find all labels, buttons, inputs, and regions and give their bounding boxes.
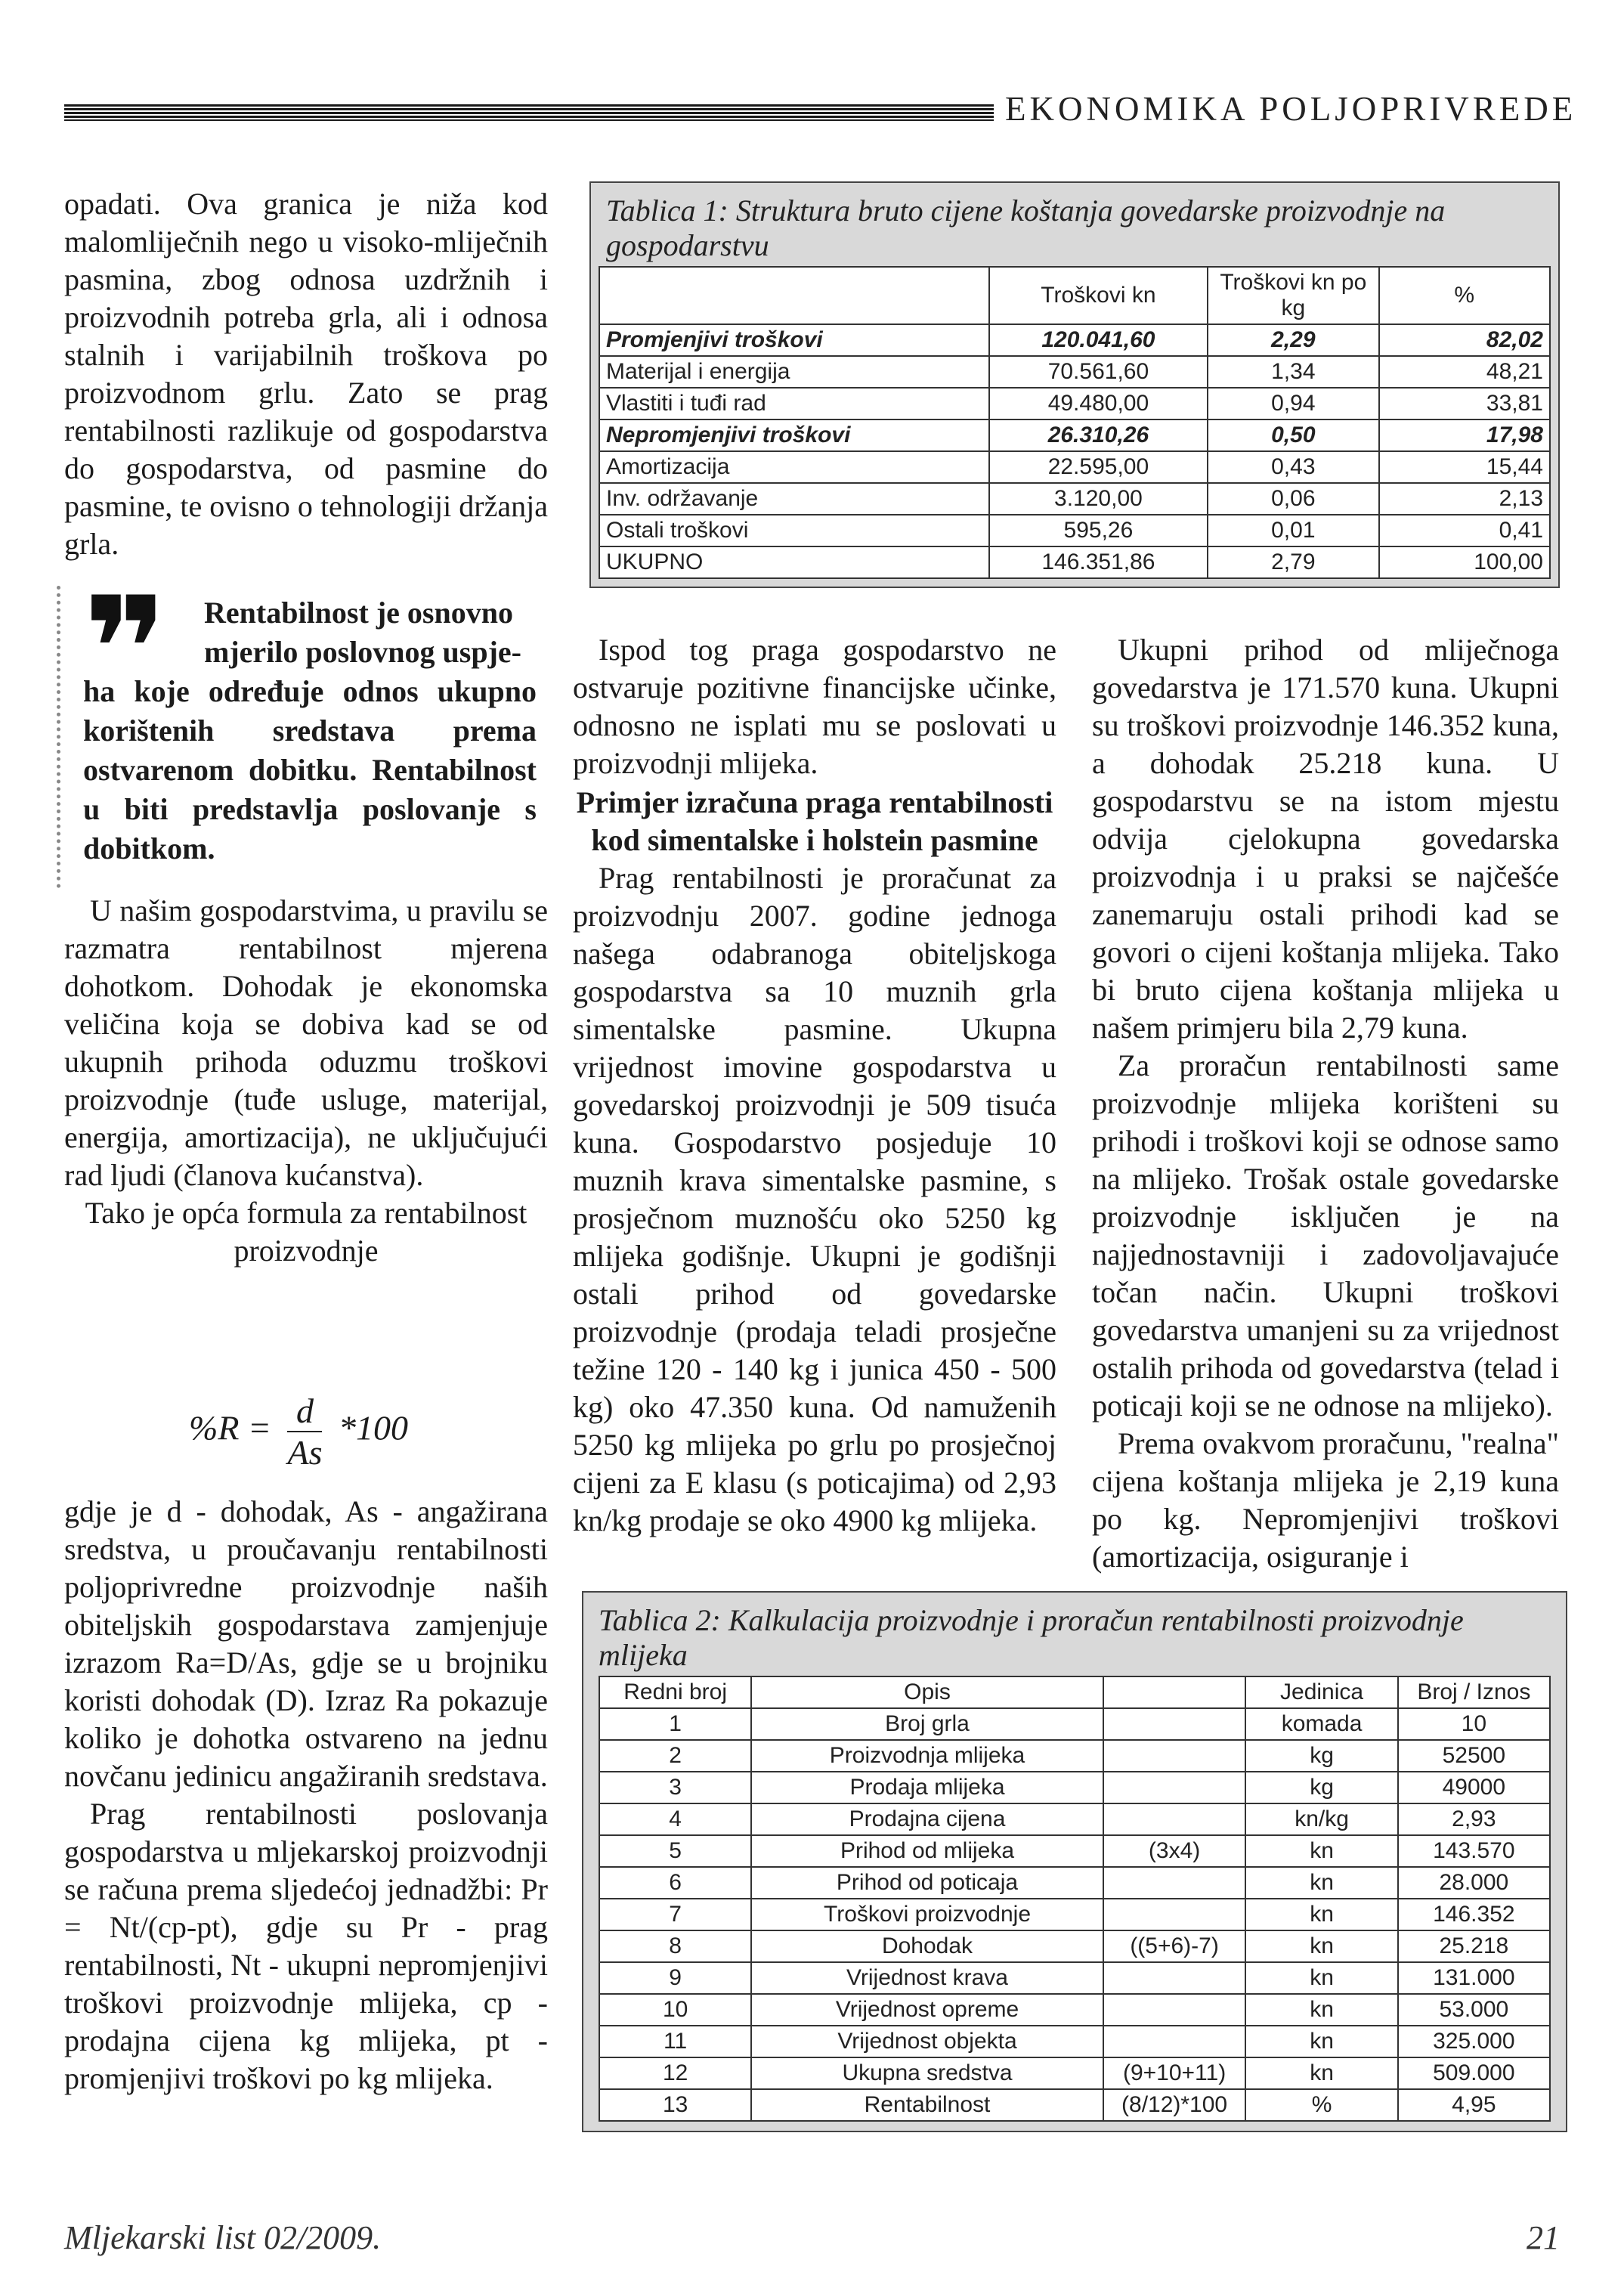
table2-box	[582, 1591, 1567, 2132]
table-row: 9 Vrijednost krava kn 131.000	[599, 1962, 1550, 1994]
table-row: Ostali troškovi 595,26 0,01 0,41	[599, 515, 1550, 546]
col2-body	[573, 631, 1056, 1540]
quote-mark-icon: ❞	[83, 566, 168, 733]
journal-name: Mljekarski list 02/2009.	[64, 2219, 382, 2256]
table-row: 2 Proizvodnja mlijeka kg 52500	[599, 1740, 1550, 1772]
table-row: 5 Prihod od mlijeka (3x4) kn 143.570	[599, 1835, 1550, 1867]
table2	[599, 1676, 1551, 2122]
col1-body	[64, 892, 548, 1270]
header-cell: Redni broj	[599, 1676, 751, 1708]
formula-numerator: d	[287, 1391, 322, 1432]
header-cell	[599, 267, 989, 324]
table-row: Promjenjivi troškovi 120.041,60 2,29 82,02	[599, 324, 1550, 356]
table-row: 1 Broj grla komada 10	[599, 1708, 1550, 1740]
table-row: Inv. održavanje 3.120,00 0,06 2,13	[599, 483, 1550, 515]
table-row: 10 Vrijednost opreme kn 53.000	[599, 1994, 1550, 2026]
table-row: 6 Prihod od poticaja kn 28.000	[599, 1867, 1550, 1899]
formula-rhs: *100	[338, 1408, 408, 1447]
table1	[599, 266, 1551, 579]
col1-intro	[64, 185, 548, 563]
header-cell: Jedinica	[1245, 1676, 1397, 1708]
paragraph: Za proračun rentabilnosti same proizvodnje mlijeka korišteni su prihodi i troškovi koji se odnose samo na mlijeko. Trošak ostale govedarske proizvodnje isključen je na najjednostavniji i zadovoljavajuće točan način. Ukupni troškovi govedarstva umanjeni su za vrijednost ostalih prihoda od govedarstva (telad i poticaji koji se ne odnose na mlijeko).	[1092, 1048, 1559, 1423]
formula-fraction	[287, 1391, 322, 1472]
paragraph: opadati. Ova granica je niža kod malomliječnih nego u visoko-mliječnih pasmina, zbog odnosa uzdržnih i proizvodnih potreba grla, ali i odnosa stalnih i varijabilnih troškova po proizvodnom grlu. Zato se prag rentabilnosti razlikuje od gospodarstva do gospodarstva, od pasmine do pasmine, te ovisno o tehnologiji držanja grla.	[64, 187, 548, 561]
table-row: Nepromjenjivi troškovi 26.310,26 0,50 17,98	[599, 419, 1550, 451]
pull-quote-rest: ha koje određuje odnos ukupno korištenih sredstava prema ostvarenom dobitku. Rentabilnost u biti predstavlja poslovanje s dobitkom.	[83, 674, 537, 865]
header-cell: Troškovi kn	[989, 267, 1208, 324]
table-row: 12 Ukupna sredstva (9+10+11) kn 509.000	[599, 2057, 1550, 2089]
header-cell: Opis	[751, 1676, 1103, 1708]
header-cell: %	[1379, 267, 1550, 324]
table-row: Materijal i energija 70.561,60 1,34 48,21	[599, 356, 1550, 388]
header-rule	[64, 104, 994, 121]
paragraph: Ispod tog praga gospodarstvo ne ostvaruje pozitivne financijske učinke, odnosno ne isplati mu se poslovati u proizvodnji mlijeka.	[573, 633, 1056, 780]
header-cell: Broj / Iznos	[1398, 1676, 1550, 1708]
table-header-row	[599, 1676, 1550, 1708]
paragraph: Prag rentabilnosti poslovanja gospodarstva u mljekarskoj proizvodnji se računa prema sljedećoj jednadžbi: Pr = Nt/(cp-pt), gdje su Pr - prag rentabilnosti, Nt - ukupni nepromjenjivi troškovi proizvodnje mlijeka, cp - prodajna cijena kg mlijeka, pt - promjenjivi troškovi po kg mlijeka.	[64, 1797, 548, 2095]
table-row: 4 Prodajna cijena kn/kg 2,93	[599, 1803, 1550, 1835]
paragraph: Prag rentabilnosti je proračunat za proizvodnju 2007. godine jednoga našega odabranoga obiteljskoga gospodarstva sa 10 muznih grla simentalske pasmine. Ukupna vrijednost imovine gospodarstva u govedarskoj proizvodnji je 509 tisuća kuna. Gospodarstvo posjeduje 10 muznih krava simentalske pasmine, s prosječnom muznošću oko 5250 kg mlijeka godišnje. Ukupni je godišnji ostali prihod od govedarske proizvodnje (prodaja teladi prosječne težine 120 - 140 kg i junica 450 - 500 kg) oko 47.350 kuna. Od namuženih 5250 kg mlijeka po grlu po prosječnoj cijeni za E klasu (s poticajima) od 2,93 kn/kg prodaje se oko 4900 kg mlijeka.	[573, 861, 1056, 1537]
rentability-formula	[189, 1391, 408, 1472]
paragraph: gdje je d - dohodak, As - angažirana sredstva, u proučavanju rentabilnosti poljoprivredne proizvodnje naših obiteljskih gospodarstava zamjenjuje izrazom Ra=D/As, gdje se u brojniku koristi dohodak (D). Izraz Ra pokazuje koliko je dohotka ostvareno na jednu novčanu jedinicu angažiranih sredstava.	[64, 1494, 548, 1793]
header-cell	[1103, 1676, 1246, 1708]
col1-body2	[64, 1493, 548, 2097]
page-number: 21	[1527, 2219, 1560, 2256]
formula-denominator: As	[287, 1433, 323, 1472]
table-row: Vlastiti i tuđi rad 49.480,00 0,94 33,81	[599, 388, 1550, 419]
paragraph: Tako je opća formula za rentabilnost proizvodnje	[85, 1196, 527, 1268]
table1-box	[589, 181, 1560, 588]
table-row: Amortizacija 22.595,00 0,43 15,44	[599, 451, 1550, 483]
section-title: EKONOMIKA POLJOPRIVREDE	[1005, 90, 1577, 128]
section-heading: Primjer izračuna praga rentabilnosti kod simentalske i holstein pasmine	[576, 785, 1053, 857]
paragraph: Prema ovakvom proračunu, "realna" cijena koštanja mlijeka je 2,19 kuna po kg. Nepromjenjivi troškovi (amortizacija, osiguranje i	[1092, 1426, 1559, 1574]
table-header-row	[599, 267, 1550, 324]
table2-caption: Tablica 2: Kalkulacija proizvodnje i proračun rentabilnosti proizvodnje mlijeka	[583, 1593, 1566, 1676]
table-row: 11 Vrijednost objekta kn 325.000	[599, 2026, 1550, 2057]
col3-body	[1092, 631, 1559, 1576]
paragraph: U našim gospodarstvima, u pravilu se razmatra rentabilnost mjerena dohotkom. Dohodak je ekonomska veličina koja se dobiva kad se od ukupnih prihoda oduzmu troškovi proizvodnje (tuđe usluge, materijal, energija, amortizacija), ne uključujući rad ljudi (članova kućanstva).	[64, 893, 548, 1192]
table-row: 7 Troškovi proizvodnje kn 146.352	[599, 1899, 1550, 1930]
header-cell: Troškovi kn po kg	[1208, 267, 1378, 324]
table-row: 8 Dohodak ((5+6)-7) kn 25.218	[599, 1930, 1550, 1962]
pull-quote	[83, 593, 537, 868]
table1-caption: Tablica 1: Struktura bruto cijene koštanja govedarske proizvodnje na gospodarstvu	[591, 183, 1558, 266]
table-row: 3 Prodaja mlijeka kg 49000	[599, 1772, 1550, 1803]
table-row: UKUPNO 146.351,86 2,79 100,00	[599, 546, 1550, 578]
formula-lhs: %R =	[189, 1408, 271, 1447]
pull-quote-line1: Rentabilnost je osnovno mjerilo poslovnog uspje-	[204, 596, 521, 669]
paragraph: Ukupni prihod od mliječnoga govedarstva je 171.570 kuna. Ukupni su troškovi proizvodnje 146.352 kuna, a dohodak 25.218 kuna. U gospodarstvu se na istom mjestu odvija cjelokupna govedarska proizvodnja i u praksi se najčešće zanemaruju ostali prihodi kad se govori o cijeni koštanja mlijeka. Tako bi bruto cijena koštanja mlijeka u našem primjeru bila 2,79 kuna.	[1092, 633, 1559, 1045]
table-row: 13 Rentabilnost (8/12)*100 % 4,95	[599, 2089, 1550, 2121]
